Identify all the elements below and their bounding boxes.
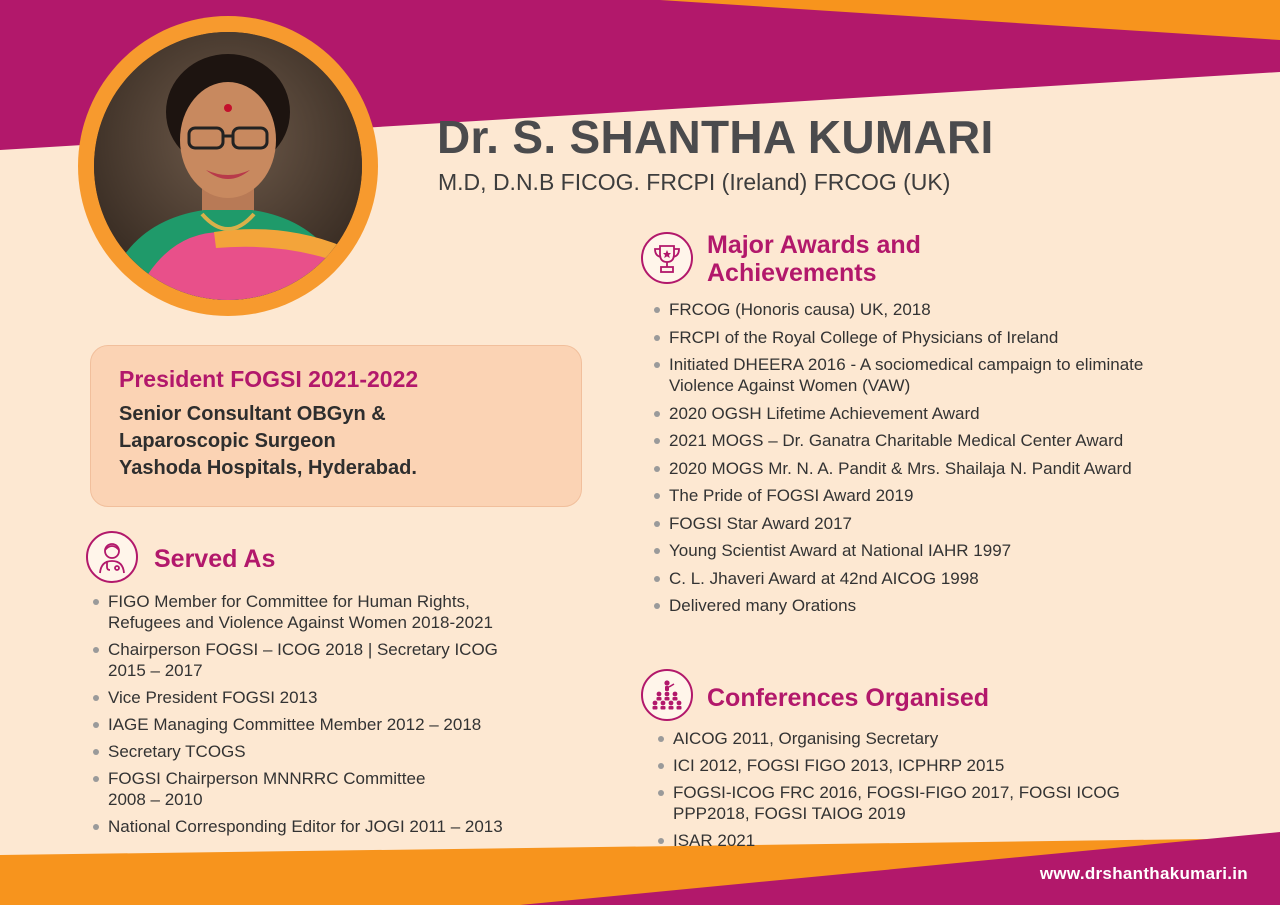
list-item: FRCPI of the Royal College of Physicians of Ireland [653, 327, 1243, 348]
doctor-icon [86, 531, 138, 583]
awards-title: Major Awards and Achievements [707, 231, 921, 287]
credentials: M.D, D.N.B FICOG. FRCPI (Ireland) FRCOG (UK) [438, 169, 951, 195]
trophy-icon [641, 232, 693, 284]
list-item: C. L. Jhaveri Award at 42nd AICOG 1998 [653, 568, 1243, 589]
list-item: Delivered many Orations [653, 595, 1243, 616]
list-item: 2021 MOGS – Dr. Ganatra Charitable Medical Center Award [653, 430, 1243, 451]
list-item: The Pride of FOGSI Award 2019 [653, 485, 1243, 506]
list-item: National Corresponding Editor for JOGI 2011 – 2013 [92, 816, 592, 837]
list-item: FOGSI Chairperson MNNRRC Committee 2008 – 2010 [92, 768, 592, 810]
list-item: FOGSI Star Award 2017 [653, 513, 1243, 534]
awards-list [653, 299, 1243, 623]
list-item: IAGE Managing Committee Member 2012 – 2018 [92, 714, 592, 735]
list-item: FIGO Member for Committee for Human Rights, Refugees and Violence Against Women 2018-2021 [92, 591, 592, 633]
role-line: Laparoscopic Surgeon [119, 430, 336, 452]
list-item: 2020 MOGS Mr. N. A. Pandit & Mrs. Shailaja N. Pandit Award [653, 458, 1243, 479]
list-item: Chairperson FOGSI – ICOG 2018 | Secretary ICOG 2015 – 2017 [92, 639, 592, 681]
list-item: Vice President FOGSI 2013 [92, 687, 592, 708]
list-item: ISAR 2021 [657, 830, 1217, 851]
profile-photo [94, 32, 362, 300]
role-line: Yashoda Hospitals, Hyderabad. [119, 457, 417, 479]
role-title: President FOGSI 2021-2022 [119, 366, 419, 392]
list-item: 2020 OGSH Lifetime Achievement Award [653, 403, 1243, 424]
list-item: Young Scientist Award at National IAHR 1997 [653, 540, 1243, 561]
doctor-name: Dr. S. SHANTHA KUMARI [437, 111, 994, 163]
served-list [92, 591, 592, 843]
list-item: AICOG 2011, Organising Secretary [657, 728, 1217, 749]
audience-icon [641, 669, 693, 721]
list-item: Secretary TCOGS [92, 741, 592, 762]
conferences-title: Conferences Organised [707, 684, 990, 712]
list-item: FOGSI-ICOG FRC 2016, FOGSI-FIGO 2017, FOGSI ICOG PPP2018, FOGSI TAIOG 2019 [657, 782, 1217, 824]
served-title: Served As [154, 545, 276, 573]
website-link[interactable]: www.drshanthakumari.in [1039, 864, 1248, 883]
role-line: Senior Consultant OBGyn & [119, 403, 386, 425]
role-box [90, 345, 582, 507]
list-item: FRCOG (Honoris causa) UK, 2018 [653, 299, 1243, 320]
conferences-list [657, 728, 1217, 857]
list-item: ICI 2012, FOGSI FIGO 2013, ICPHRP 2015 [657, 755, 1217, 776]
list-item: Initiated DHEERA 2016 - A sociomedical campaign to eliminate Violence Against Women (VAW) [653, 354, 1243, 396]
